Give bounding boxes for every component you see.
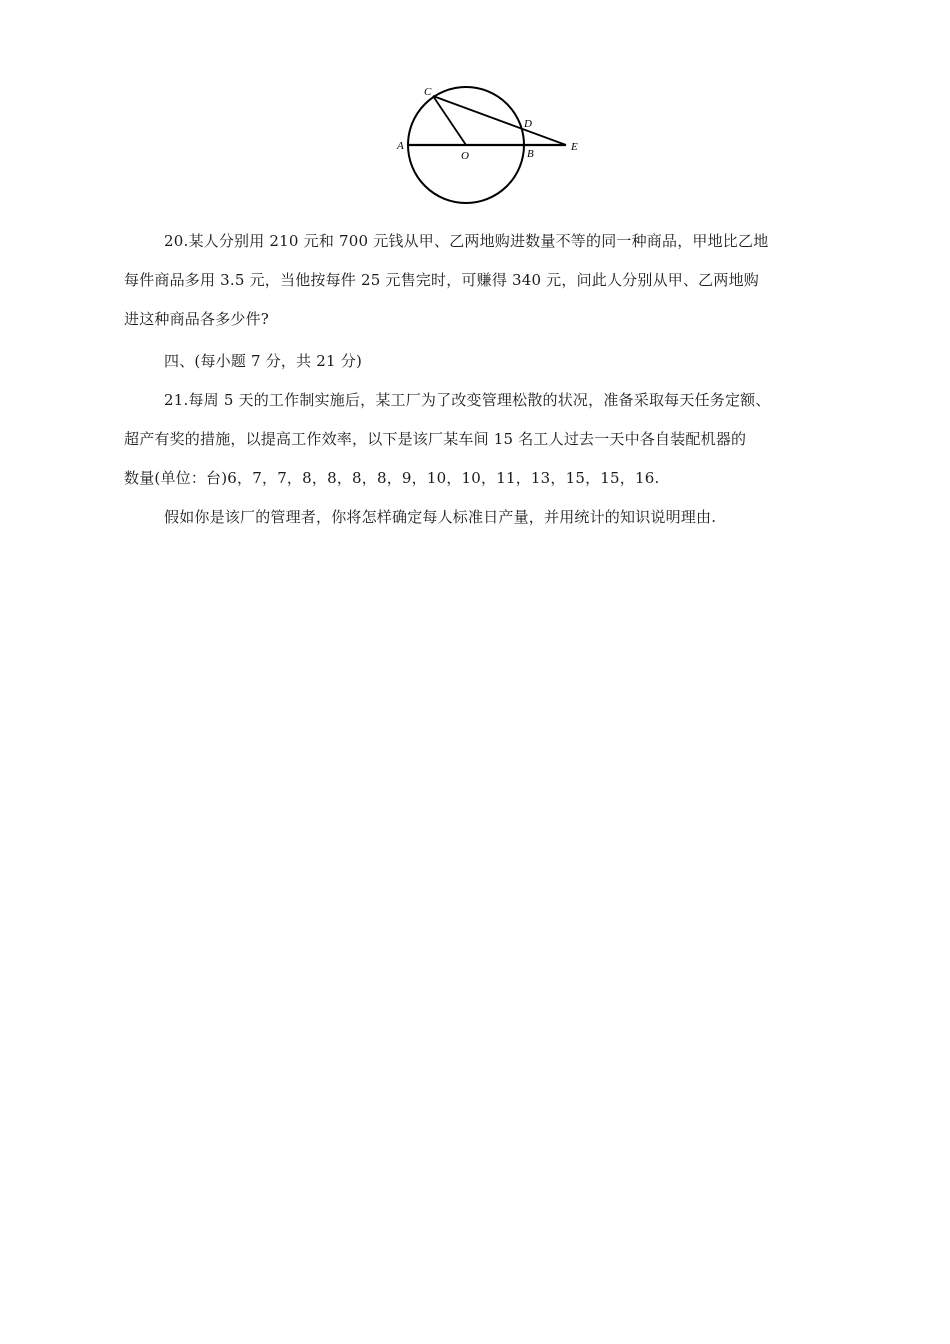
question-20-line-3: 进这种商品各多少件? [124, 310, 270, 328]
segment-ce [433, 96, 566, 145]
label-o: O [461, 150, 469, 162]
question-21-line-2: 超产有奖的措施，以提高工作效率，以下是该厂某车间 15 名工人过去一天中各自装配机器的 [124, 430, 747, 448]
question-20-line-1: 20.某人分别用 210 元和 700 元钱从甲、乙两地购进数量不等的同一种商品，甲地比乙地 [164, 232, 769, 250]
question-21-line-3: 数量(单位：台)6，7，7，8，8，8，8，9，10，10，11，13，15，15，16. [124, 469, 660, 487]
section-4-heading: 四、(每小题 7 分，共 21 分) [164, 352, 363, 370]
label-e: E [571, 141, 578, 153]
label-b: B [527, 148, 534, 160]
question-21-prompt: 假如你是该厂的管理者，你将怎样确定每人标准日产量，并用统计的知识说明理由. [164, 508, 717, 526]
label-d: D [524, 118, 532, 130]
question-20 [124, 222, 836, 339]
label-c: C [424, 86, 432, 98]
label-a: A [397, 140, 404, 152]
question-20-line-2: 每件商品多用 3.5 元，当他按每件 25 元售完时，可赚得 340 元，问此人分别从甲、乙两地购 [124, 271, 759, 289]
section-4-heading-block [124, 342, 836, 381]
question-21 [124, 381, 836, 537]
segment-co [433, 96, 466, 145]
question-21-line-1: 21.每周 5 天的工作制实施后，某工厂为了改变管理松散的状况，准备采取每天任务定额、 [164, 391, 771, 409]
circle-geometry-diagram [390, 78, 590, 210]
